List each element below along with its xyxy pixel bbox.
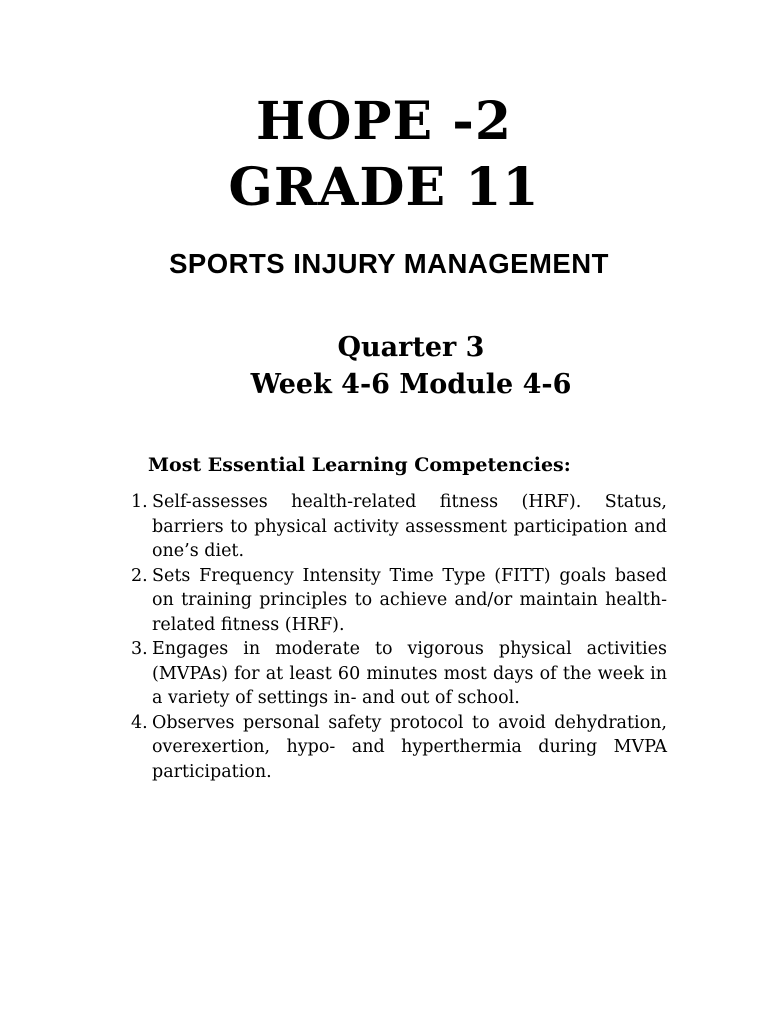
list-item — [131, 564, 667, 638]
quarter-label: Quarter 3 — [337, 332, 485, 363]
competencies-heading: Most Essential Learning Competencies: — [148, 454, 571, 476]
competencies-list — [131, 490, 667, 784]
list-item-number: 4. — [131, 712, 148, 733]
title-line-2: GRADE 11 — [228, 157, 540, 218]
week-module-label: Week 4-6 Module 4-6 — [250, 369, 572, 400]
subject-title: SPORTS INJURY MANAGEMENT — [169, 248, 609, 279]
list-item-text: Observes personal safety protocol to avoid dehydration, overexertion, hypo- and hyperthermia during MVPA participation. — [152, 712, 667, 782]
list-item-number: 3. — [131, 639, 148, 659]
list-item — [131, 490, 667, 564]
list-item-text: Engages in moderate to vigorous physical activities (MVPAs) for at least 60 minutes most days of the week in a variety of settings in- and out of school. — [152, 639, 667, 708]
list-item-text: Sets Frequency Intensity Time Type (FITT) goals based on training principles to achieve and/or maintain health-related fitness (HRF). — [152, 565, 667, 635]
list-item-number: 2. — [131, 565, 148, 586]
title-line-1: HOPE -2 — [255, 91, 513, 152]
list-item-text: Self-assesses health-related fitness (HRF). Status, barriers to physical activity assessment participation and one’s diet. — [152, 492, 667, 561]
list-item-number: 1. — [131, 492, 148, 512]
list-item — [131, 711, 667, 785]
list-item — [131, 637, 667, 711]
